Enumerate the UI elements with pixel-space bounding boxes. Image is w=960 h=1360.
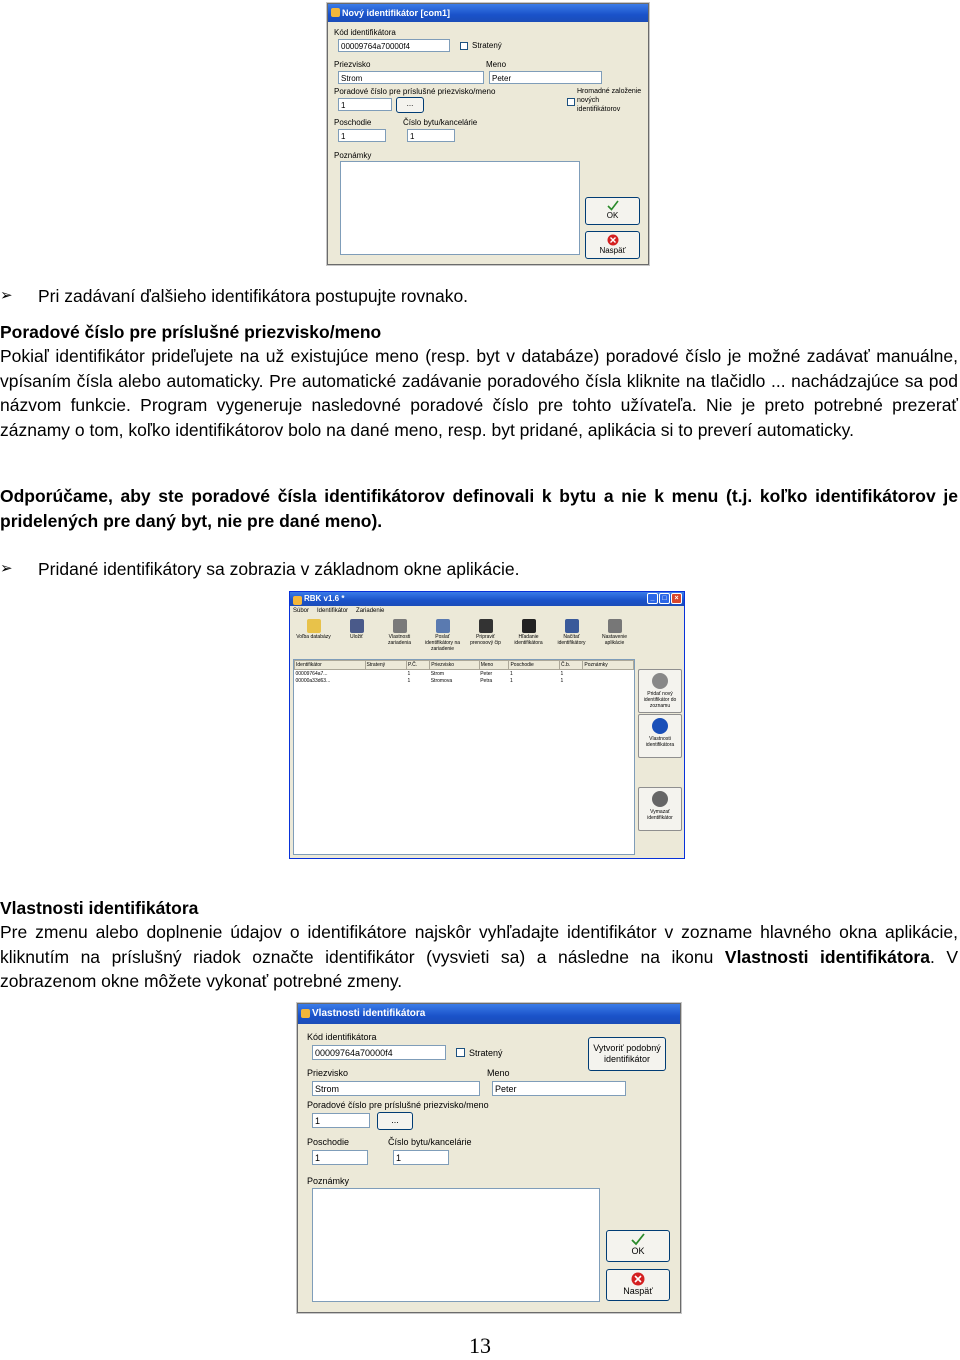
- table-cell: 1: [560, 670, 564, 677]
- column-header[interactable]: Priezvisko: [430, 661, 479, 670]
- toolbar-button-label: Uložiť: [350, 634, 363, 640]
- side-button-label: Pridať nový identifikátor do zoznamu: [643, 691, 677, 709]
- naspat-button[interactable]: [585, 231, 640, 259]
- ok-label: OK: [606, 211, 619, 220]
- check-icon: [631, 1233, 645, 1246]
- bullet-text: Pri zadávaní ďalšieho identifikátora postupujte rovnako.: [38, 286, 469, 306]
- table-cell: Petra: [480, 677, 493, 684]
- key-add-icon: [652, 673, 668, 689]
- cancel-icon: [607, 234, 619, 246]
- identifiers-table[interactable]: [293, 659, 635, 855]
- table-header-row: [295, 661, 634, 670]
- app-title: RBK v1.6 *: [304, 594, 345, 603]
- menu-item[interactable]: Súbor: [293, 608, 310, 614]
- person-icon: [479, 619, 493, 633]
- trash-icon: [652, 791, 668, 807]
- kod-field[interactable]: 00009764a70000f4: [312, 1045, 446, 1060]
- strateny-label: Stratený: [472, 41, 502, 50]
- byt-field[interactable]: 1: [407, 129, 455, 142]
- recommendation-text: Odporúčame, aby ste poradové čísla identifikátorov definovali k bytu a nie k menu (t.j. koľko identifikátorov je pridelených pre daný byt, nie pre dané meno).: [0, 486, 958, 531]
- table-cell: Strom: [430, 670, 445, 677]
- table-cell: 1: [560, 677, 564, 684]
- priezvisko-field[interactable]: Strom: [312, 1081, 480, 1096]
- vytvorit-podobny-button[interactable]: Vytvoriť podobný identifikátor: [588, 1037, 666, 1071]
- column-header[interactable]: Stratený: [365, 661, 406, 670]
- strateny-checkbox[interactable]: [456, 1048, 465, 1057]
- byt-label: Číslo bytu/kancelárie: [403, 118, 478, 127]
- folder-icon: [307, 619, 321, 633]
- toolbar-button-label: Vlastnosti zariadenia: [387, 634, 412, 646]
- identifier-properties-dialog: [297, 1003, 681, 1313]
- poznamky-textarea[interactable]: [312, 1188, 600, 1302]
- bullet-arrow-icon: ➢: [0, 560, 13, 577]
- hromadne-label-1: Hromadné založenie: [577, 88, 642, 95]
- poschodie-field[interactable]: 1: [312, 1150, 368, 1165]
- bullet-item: [0, 557, 960, 581]
- app-icon: [301, 1009, 310, 1018]
- strateny-label: Stratený: [469, 1048, 503, 1058]
- poznamky-textarea[interactable]: [340, 161, 580, 255]
- toolbar-button[interactable]: [550, 617, 593, 653]
- meno-field[interactable]: Peter: [492, 1081, 626, 1096]
- table-cell: 00000a33d63...: [295, 677, 331, 684]
- side-button-label: Vymazať identifikátor: [647, 809, 673, 821]
- section-body: [0, 920, 958, 994]
- binoculars-icon: [522, 619, 536, 633]
- body-text: Pre zmenu alebo doplnenie údajov o identifikátore najskôr vyhľadajte identifikátor v zozname hlavného okna aplikácie, kliknutím na príslušný riadok označte identifikátor (vysvieti sa) a následne na ikonu: [0, 922, 958, 967]
- side-button[interactable]: [638, 669, 682, 713]
- body-bold-text: Vlastnosti identifikátora: [724, 946, 930, 967]
- table-cell: 1: [407, 677, 411, 684]
- wrench-icon: [608, 619, 622, 633]
- app-icon: [331, 8, 340, 17]
- poradove-label: Poradové číslo pre príslušné priezvisko/meno: [307, 1100, 489, 1110]
- toolbar-button-label: Pripraviť prenosový čip: [470, 634, 501, 646]
- table-row[interactable]: [295, 677, 634, 684]
- toolbar-button-label: Voľba databázy: [296, 634, 331, 640]
- column-header[interactable]: Meno: [479, 661, 509, 670]
- side-button-label: Vlastnosti identifikátora: [645, 736, 675, 748]
- table-cell: 1: [407, 670, 411, 677]
- ok-label: OK: [631, 1246, 645, 1256]
- meno-field[interactable]: Peter: [489, 71, 602, 84]
- naspat-button[interactable]: [606, 1269, 670, 1301]
- poradove-field[interactable]: 1: [312, 1113, 370, 1128]
- table-cell: [583, 670, 634, 678]
- poznamky-label: Poznámky: [307, 1176, 350, 1186]
- hromadne-checkbox[interactable]: [567, 98, 575, 106]
- side-button[interactable]: [638, 714, 682, 758]
- table-cell: 00009764a7...: [295, 670, 328, 677]
- kod-field[interactable]: 00009764a70000f4: [338, 39, 450, 52]
- column-header[interactable]: P.Č.: [407, 661, 430, 670]
- toolbar-button[interactable]: [464, 617, 507, 653]
- priezvisko-field[interactable]: Strom: [338, 71, 484, 84]
- section-body: Pokiaľ identifikátor prideľujete na už existujúce meno (resp. byt v databáze) poradové číslo je možné zadávať manuálne, vpísaním čísla alebo automaticky. Pre automatické zadávanie poradového čísla kliknite na tlačidlo ... nachádzajúce sa pod názvom funkcie. Program vygeneruje nasledovné poradové číslo pre tohto užívateľa. Nie je preto potrebné prezerať záznamy o tom, koľko identifikátorov bolo na dané meno, resp. byt pridané, aplikácia si to preverí automaticky.: [0, 346, 958, 440]
- side-button[interactable]: [638, 787, 682, 831]
- hromadne-label-2: nových: [577, 97, 600, 104]
- dialog-title: Nový identifikátor [com1]: [342, 8, 451, 18]
- column-header[interactable]: Poschodie: [509, 661, 560, 670]
- poschodie-label: Poschodie: [334, 118, 372, 127]
- table-cell: Peter: [480, 670, 493, 677]
- column-header[interactable]: Č.b.: [560, 661, 583, 670]
- maximize-icon[interactable]: □: [659, 593, 670, 604]
- table-cell: [365, 677, 406, 684]
- auto-number-button[interactable]: ...: [396, 97, 424, 113]
- table-row[interactable]: [295, 670, 634, 678]
- ok-button[interactable]: [606, 1230, 670, 1262]
- dialog-titlebar: [328, 4, 648, 22]
- toolbar-button[interactable]: [378, 617, 421, 653]
- meno-label: Meno: [486, 60, 507, 69]
- app-icon: [293, 596, 302, 605]
- cancel-icon: [631, 1272, 645, 1286]
- priezvisko-label: Priezvisko: [334, 60, 371, 69]
- table-cell: Stromova: [430, 677, 453, 684]
- toolbar-button[interactable]: [507, 617, 550, 653]
- toolbar-button-label: Nastavenie aplikácie: [601, 634, 627, 646]
- toolbar-button[interactable]: [593, 617, 636, 653]
- toolbar-button[interactable]: [292, 617, 335, 653]
- app-window: [289, 591, 685, 859]
- kod-label: Kód identifikátora: [307, 1032, 377, 1042]
- column-header[interactable]: Poznámky: [583, 661, 634, 670]
- check-icon: [607, 200, 619, 211]
- section-heading: Poradové číslo pre príslušné priezvisko/meno: [0, 322, 382, 342]
- poschodie-label: Poschodie: [307, 1137, 350, 1147]
- poschodie-field[interactable]: 1: [338, 129, 386, 142]
- close-icon[interactable]: ×: [671, 593, 682, 604]
- naspat-label: Naspäť: [599, 246, 626, 255]
- device-icon: [393, 619, 407, 633]
- menu-item[interactable]: Zariadenie: [356, 608, 385, 614]
- poradove-label: Poradové číslo pre príslušné priezvisko/meno: [334, 87, 496, 96]
- toolbar: [292, 617, 682, 653]
- poradove-field[interactable]: 1: [338, 98, 392, 111]
- hromadne-label-3: identifikátorov: [577, 106, 621, 113]
- kod-label: Kód identifikátora: [334, 28, 396, 37]
- table-cell: 1: [509, 677, 513, 684]
- strateny-checkbox[interactable]: [460, 42, 468, 50]
- table-cell: [583, 677, 634, 684]
- section-heading: Vlastnosti identifikátora: [0, 898, 199, 918]
- minimize-icon[interactable]: _: [647, 593, 658, 604]
- toolbar-button-label: Hľadanie identifikátora: [514, 634, 543, 646]
- new-identifier-dialog: [327, 3, 649, 265]
- info-icon: [652, 718, 668, 734]
- table-cell: [365, 670, 406, 678]
- app-titlebar: [290, 592, 684, 606]
- byt-label: Číslo bytu/kancelárie: [388, 1137, 472, 1147]
- auto-number-button[interactable]: ...: [377, 1112, 413, 1130]
- priezvisko-label: Priezvisko: [307, 1068, 349, 1078]
- dialog-titlebar: [298, 1004, 680, 1024]
- read-icon: [565, 619, 579, 633]
- bullet-text: Pridané identifikátory sa zobrazia v základnom okne aplikácie.: [38, 559, 520, 579]
- send-icon: [436, 619, 450, 633]
- body-text: . V zobrazenom okne môžete vykonať potrebné zmeny.: [0, 946, 958, 991]
- bullet-item: [0, 284, 960, 308]
- toolbar-button-label: Poslať identifikátory na zariadenie: [424, 634, 461, 652]
- naspat-label: Naspäť: [623, 1286, 653, 1296]
- menu-bar: [290, 606, 684, 616]
- page-number: 13: [469, 1333, 491, 1358]
- dialog-title: Vlastnosti identifikátora: [312, 1008, 426, 1019]
- column-header[interactable]: Identifikátor: [295, 661, 366, 670]
- table-cell: 1: [509, 670, 513, 677]
- toolbar-button[interactable]: [335, 617, 378, 653]
- bullet-arrow-icon: ➢: [0, 287, 13, 304]
- toolbar-button-label: Načítať identifikátory: [557, 634, 586, 646]
- ok-button[interactable]: [585, 197, 640, 225]
- byt-field[interactable]: 1: [393, 1150, 449, 1165]
- toolbar-button[interactable]: [421, 617, 464, 653]
- meno-label: Meno: [487, 1068, 510, 1078]
- save-icon: [350, 619, 364, 633]
- menu-item[interactable]: Identifikátor: [317, 608, 349, 614]
- poznamky-label: Poznámky: [334, 151, 372, 160]
